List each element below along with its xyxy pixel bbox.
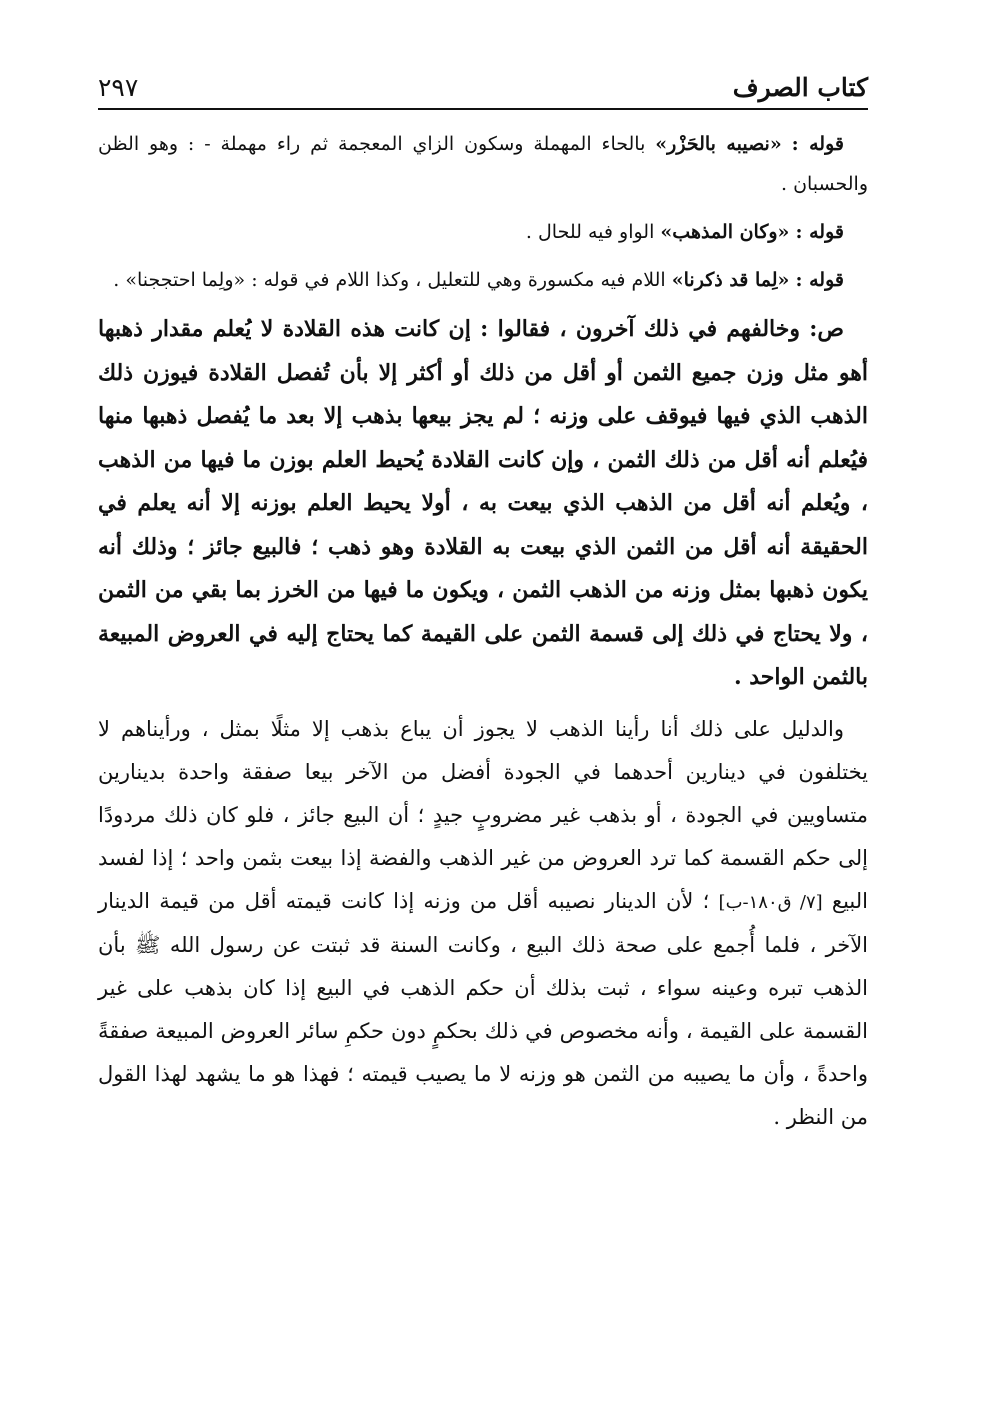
manuscript-reference: [٧/ ق١٨٠-ب]	[718, 891, 823, 913]
note-item	[98, 212, 868, 252]
commentary-notes	[98, 124, 868, 300]
page-header	[98, 62, 868, 102]
note-text: بالحاء المهملة وسكون الزاي المعجمة ثم راء مهملة - : وهو الظن والحسبان .	[98, 133, 868, 195]
main-text	[98, 308, 868, 1139]
note-text: اللام فيه مكسورة وهي للتعليل ، وكذا اللام في قوله : «ولِما احتججنا» .	[113, 269, 666, 291]
paragraph-2-text-end: ؛ لأن الدينار نصيبه أقل من وزنه إذا كانت قيمته أقل من قيمة الدينار الآخر ، فلما أُجمع على صحة ذلك البيع ، وكانت السنة قد ثبتت عن رسول الله ﷺ بأن الذهب تبره وعينه سواء ، ثبت بذلك أن حكم الذهب في البيع إذا كان بذهب على غير القسمة على القيمة ، وأنه مخصوص في ذلك بحكمٍ دون حكمِ سائر العروض المبيعة صفقةً واحدةً ، وأن ما يصيبه من الثمن هو وزنه لا ما يصيب قيمته ؛ فهذا هو ما يشهد لهذا القول من النظر .	[98, 888, 869, 1129]
note-quote: «لِما قد ذكرنا»	[671, 269, 790, 291]
book-page	[98, 62, 868, 1139]
book-title: كتاب الصرف	[732, 73, 868, 102]
note-label: قوله :	[795, 269, 844, 291]
main-paragraph-2	[98, 708, 868, 1139]
main-paragraph-1: ص: وخالفهم في ذلك آخرون ، فقالوا : إن كانت هذه القلادة لا يُعلم مقدار ذهبها أهو مثل وزن جميع الثمن أو أقل من ذلك أو أكثر إلا بأن تُفصل القلادة فيوزن ذلك الذهب الذي فيها فيوقف على وزنه ؛ لم يجز بيعها بذهب إلا بعد ما يُفصل ذهبها منها فيُعلم أنه أقل من ذلك الثمن ، وإن كانت القلادة يُحيط العلم بوزن ما فيها من الذهب ، ويُعلم أنه أقل من الذهب الذي بيعت به ، أولا يحيط العلم بوزنه إلا أنه يعلم في الحقيقة أنه أقل من الثمن الذي بيعت به القلادة وهو ذهب ؛ فالبيع جائز ؛ وذلك أنه يكون ذهبها بمثل وزنه من الذهب الثمن ، ويكون ما فيها من الخرز بما بقي من الثمن ، ولا يحتاج في ذلك إلى قسمة الثمن على القيمة كما يحتاج إليه في العروض المبيعة بالثمن الواحد .	[98, 316, 868, 690]
page-number: ٢٩٧	[98, 73, 139, 102]
note-quote: «وكان المذهب»	[660, 221, 790, 243]
note-label: قوله :	[791, 133, 844, 155]
note-item	[98, 260, 868, 300]
paragraph-2-text-start: والدليل على ذلك أنا رأينا الذهب لا يجوز أن يباع بذهب إلا مثلًا بمثل ، ورأيناهم لا يختلفون في دينارين أحدهما في الجودة أفضل من الآخر بيعا صفقة واحدة بدينارين متساويين في الجودة ، أو بذهب غير مضروبٍ جيدٍ ؛ أن البيع جائز ، فلو كان ذلك مردودًا إلى حكم القسمة كما ترد العروض من غير الذهب والفضة إذا بيعت بثمن واحد ؛ إذا لفسد البيع	[98, 716, 868, 913]
note-text: الواو فيه للحال .	[525, 221, 655, 243]
note-item	[98, 124, 868, 204]
note-label: قوله :	[795, 221, 844, 243]
note-quote: «نصيبه بالحَزْر»	[655, 133, 782, 155]
header-rule	[98, 108, 868, 110]
